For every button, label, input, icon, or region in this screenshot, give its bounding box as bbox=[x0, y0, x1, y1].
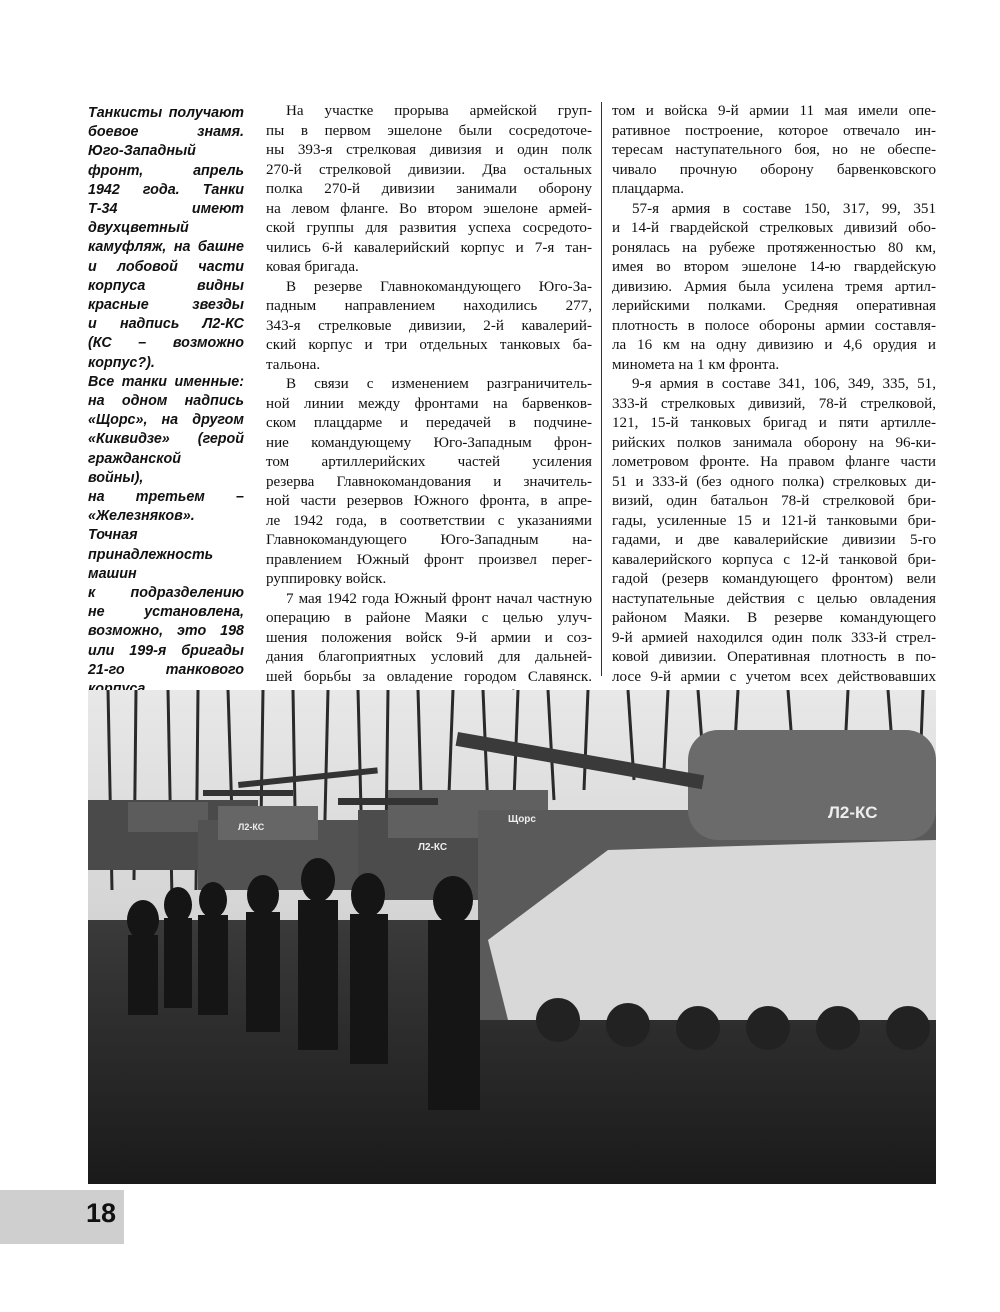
text-line: лосе 9-й армии с учетом всех действовавших bbox=[612, 668, 936, 685]
paragraph bbox=[266, 375, 592, 590]
page-number: 18 bbox=[86, 1198, 117, 1228]
text-line: 343-я стрелковые дивизии, 2-й кавалерий- bbox=[266, 317, 592, 334]
paragraph bbox=[612, 102, 936, 200]
text-line: ной части резервов Южного фронта, в апре- bbox=[266, 493, 592, 509]
caption-line: фронт, апрель bbox=[88, 162, 244, 179]
column-divider bbox=[601, 102, 602, 676]
text-line: шей борьбы за овладение городом Славянск. bbox=[266, 668, 592, 685]
text-line: 7 мая 1942 года Южный фронт начал частную bbox=[286, 590, 592, 607]
text-line: лометровом фронте. На правом фланге части bbox=[612, 454, 936, 470]
text-line: дивизию. Армия была усилена тремя артил- bbox=[612, 278, 936, 295]
marking-4: Л2-КС bbox=[828, 803, 878, 822]
text-line: ной линии между фронтами на барвенков- bbox=[266, 395, 592, 412]
paragraph bbox=[266, 590, 592, 707]
paragraph bbox=[266, 278, 592, 376]
text-line: миномета на 1 км фронта. bbox=[612, 356, 780, 373]
paragraph bbox=[612, 200, 936, 376]
text-line: имея во втором эшелоне 14-ю гвардейскую bbox=[612, 259, 936, 275]
text-line: падным направлением находились 277, bbox=[266, 298, 592, 314]
text-line: ла 16 км на одну дивизию и 4,6 орудия и bbox=[612, 337, 936, 353]
text-line: лерийскими полками. Средняя оперативная bbox=[612, 298, 936, 314]
caption-line: Все танки именные: bbox=[88, 373, 244, 390]
text-line: тальона. bbox=[266, 356, 321, 373]
text-line: плотность в полосе обороны армии составля- bbox=[612, 317, 936, 334]
caption-line: возможно, это 198 bbox=[88, 623, 244, 640]
text-line: ской группы для развития успеха сосредото- bbox=[266, 220, 592, 236]
caption-line: корпус?). bbox=[88, 354, 155, 371]
text-line: На участке прорыва армейской груп- bbox=[286, 103, 592, 119]
text-line: гады, усиленные 15 и 121-й танковыми бри- bbox=[612, 512, 936, 529]
caption-line: Т-34 имеют bbox=[88, 201, 244, 218]
text-line: на левом фланге. Во втором эшелоне армей- bbox=[266, 200, 592, 217]
text-line: тересам наступательного боя, но не обеспе- bbox=[612, 142, 936, 158]
caption-line: «Железняков». bbox=[88, 508, 195, 525]
caption-line: (КС – возможно bbox=[88, 335, 244, 352]
text-line: резерва Главнокомандования и значитель- bbox=[266, 473, 592, 490]
text-line: 270-й стрелковой дивизии. Два остальных bbox=[266, 161, 592, 178]
caption-line: к подразделению bbox=[88, 585, 244, 602]
caption-line: корпуса видны bbox=[88, 277, 244, 294]
caption-line: двухцветный bbox=[88, 220, 189, 237]
caption-line: на одном надпись bbox=[88, 393, 244, 410]
tank-crew-photo bbox=[88, 690, 936, 1184]
text-line: ние командующему Юго-Западным фрон- bbox=[266, 434, 592, 451]
text-line: 9-й армией находился один полк 333-й стрел- bbox=[612, 629, 936, 646]
text-line: В связи с изменением разграничитель- bbox=[286, 376, 592, 392]
caption-line: боевое знамя. bbox=[88, 124, 244, 141]
caption-line: Юго-Западный bbox=[88, 143, 196, 160]
text-line: дания благоприятных условий для дальней- bbox=[266, 649, 592, 665]
caption-line: принадлежность bbox=[88, 546, 214, 563]
marking-3: Щорс bbox=[508, 814, 536, 825]
text-line: плацдарма. bbox=[612, 181, 685, 197]
text-line: и 14-й гвардейской стрелковых дивизий обо- bbox=[612, 220, 936, 236]
photo-caption bbox=[88, 104, 244, 699]
caption-line: красные звезды bbox=[88, 297, 244, 314]
text-line: 51 и 333-й (без одного полка) стрелковых ди- bbox=[612, 473, 936, 490]
text-line: кавалерийского корпуса с 12-й танковой бри- bbox=[612, 551, 936, 568]
text-column-right bbox=[612, 102, 936, 707]
caption-line: машин bbox=[88, 565, 137, 582]
marking-1: Л2-КС bbox=[238, 822, 265, 832]
caption-line: не установлена, bbox=[88, 604, 244, 621]
text-line: рийских полков занимала оборону на 96-ки- bbox=[612, 434, 936, 451]
caption-line: камуфляж, на башне bbox=[88, 239, 244, 256]
caption-line: 21-го танкового bbox=[88, 661, 244, 678]
text-line: ском плацдарме и передачей в подчине- bbox=[266, 415, 592, 431]
caption-line: или 199-я бригады bbox=[88, 642, 244, 659]
text-line: районом Маяки. В резерве командующего bbox=[612, 610, 936, 626]
text-line: Главнокомандующего Юго-Западным на- bbox=[266, 532, 592, 548]
text-line: 121, 15-й танковых бригад и пяти артилле- bbox=[612, 415, 936, 431]
text-line: чивало прочную оборону барвенковского bbox=[612, 161, 936, 178]
text-line: 57-я армия в составе 150, 317, 99, 351 bbox=[632, 200, 936, 217]
text-line: ковая бригада. bbox=[266, 259, 359, 275]
caption-line: «Киквидзе» (герой bbox=[88, 431, 244, 448]
caption-line: войны), bbox=[88, 469, 144, 486]
photo-illustration bbox=[88, 690, 936, 1184]
text-line: наступательные действия с целью овладения bbox=[612, 590, 936, 607]
text-line: ковой дивизии. Оперативная плотность в по- bbox=[612, 649, 936, 665]
marking-2: Л2-КС bbox=[418, 842, 448, 853]
text-line: операцию в районе Маяки с целью улуч- bbox=[266, 610, 592, 626]
text-line: полка 270-й дивизии занимали оборону bbox=[266, 181, 592, 197]
text-line: шения положения войск 9-й армии и соз- bbox=[266, 629, 592, 646]
caption-line: на третьем – bbox=[88, 489, 244, 506]
text-line: ронялась на рубеже протяженностью 80 км, bbox=[612, 239, 936, 256]
text-line: руппировку войск. bbox=[266, 571, 387, 587]
text-line: 9-я армия в составе 341, 106, 349, 335, 51, bbox=[632, 376, 936, 392]
text-line: том и войска 9-й армии 11 мая имели опе- bbox=[612, 103, 936, 119]
text-line: 333-й стрелковых дивизий, 78-й стрелковой, bbox=[612, 395, 936, 412]
caption-line: 1942 года. Танки bbox=[88, 181, 244, 198]
text-line: том артиллерийских частей усиления bbox=[266, 454, 592, 470]
paragraph bbox=[266, 102, 592, 278]
caption-line: Точная bbox=[88, 527, 138, 544]
text-line: пы в первом эшелоне были сосредоточе- bbox=[266, 122, 592, 139]
text-line: В резерве Главнокомандующего Юго-За- bbox=[286, 278, 592, 295]
caption-line: и лобовой части bbox=[88, 258, 244, 275]
caption-line: Танкисты получают bbox=[88, 105, 244, 121]
text-line: ративное построение, которое отвечало ин- bbox=[612, 122, 936, 139]
text-line: правлением Южный фронт произвел перег- bbox=[266, 551, 592, 568]
text-line: гадами, и две кавалерийские дивизии 5-го bbox=[612, 532, 936, 548]
caption-line: и надпись Л2-КС bbox=[88, 316, 244, 333]
text-line: ле 1942 года, в соответствии с указаниями bbox=[266, 512, 592, 529]
paragraph bbox=[612, 375, 936, 707]
caption-line: «Щорс», на другом bbox=[88, 412, 244, 429]
text-line: ский корпус и три отдельных танковых ба- bbox=[266, 337, 592, 353]
text-line: визий, один батальон 78-й стрелковой бри- bbox=[612, 493, 936, 509]
caption-line: гражданской bbox=[88, 450, 181, 467]
text-line: чились 6-й кавалерийский корпус и 7-я тан- bbox=[266, 239, 592, 256]
text-line: гадой (резерв командующего фронтом) вели bbox=[612, 571, 936, 587]
text-column-left bbox=[266, 102, 592, 707]
text-line: ны 393-я стрелковая дивизия и один полк bbox=[266, 142, 592, 158]
